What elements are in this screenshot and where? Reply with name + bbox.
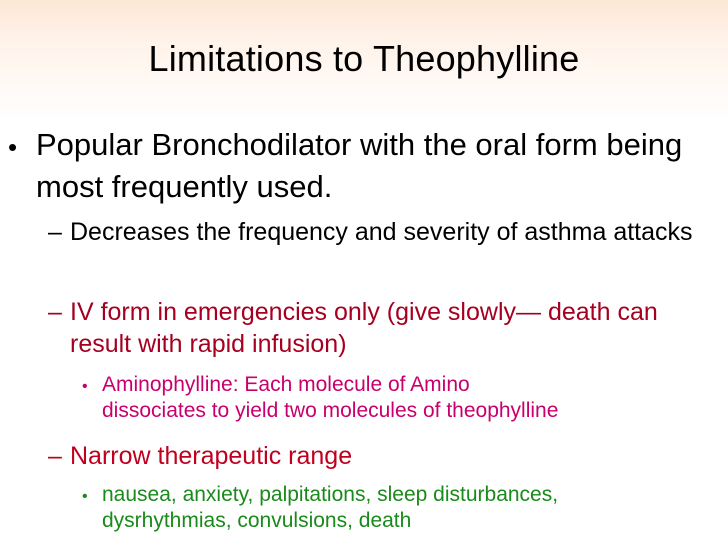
sub-bullet-dash: – — [48, 218, 62, 246]
bullet-main-text: Popular Bronchodilator with the oral form being most frequently used. — [36, 127, 683, 204]
sub-bullet-dash: – — [48, 442, 62, 470]
bullet-dot: • — [8, 132, 18, 162]
sub-bullet-frequency-text: Decreases the frequency and severity of asthma attacks — [70, 218, 693, 246]
sub-bullet-dash: – — [48, 298, 62, 326]
slide-title: Limitations to Theophylline — [148, 38, 580, 79]
aminophylline-line-2: dissociates to yield two molecules of theophylline — [102, 399, 559, 422]
aminophylline-line-1: Aminophylline: Each molecule of Amino — [102, 373, 470, 396]
side-effects-line-1: nausea, anxiety, palpitations, sleep disturbances, — [102, 483, 559, 506]
sub-sub-bullet-dot: • — [82, 488, 88, 505]
sub-bullet-narrow-range-text: Narrow therapeutic range — [70, 442, 353, 470]
sub-bullet-iv-text: IV form in emergencies only (give slowly— death can result with rapid infusion) — [70, 298, 658, 358]
sub-sub-bullet-dot: • — [82, 378, 88, 395]
side-effects-line-2: dysrhythmias, convulsions, death — [102, 509, 412, 532]
